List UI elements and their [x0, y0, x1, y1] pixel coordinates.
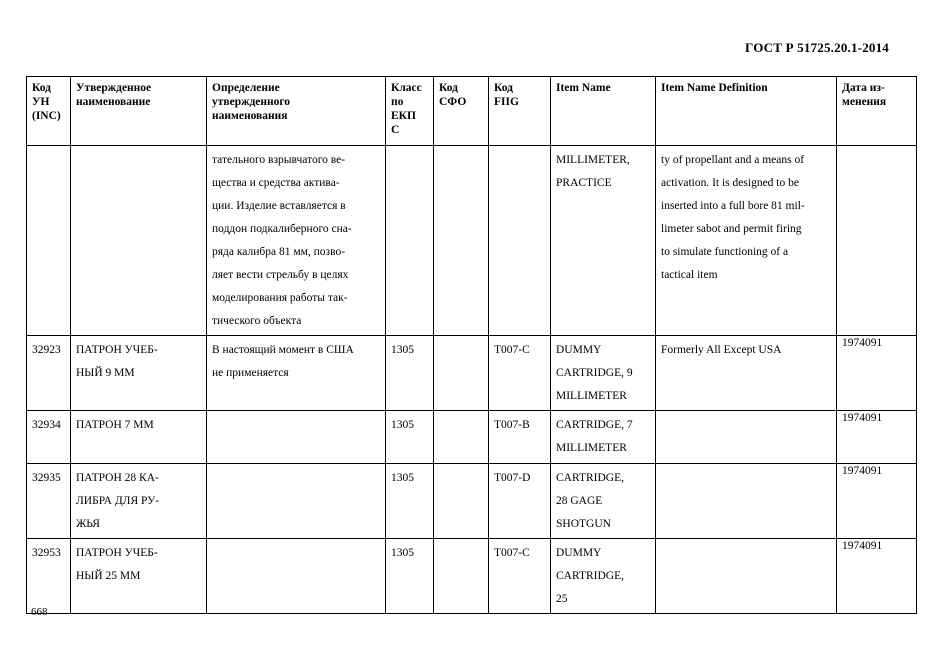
cell-sfo — [434, 336, 489, 411]
cell-sfo — [434, 146, 489, 336]
cell-code — [27, 146, 71, 336]
cell-definition — [207, 411, 386, 464]
cell-code: 32934 — [27, 411, 71, 464]
cell-date: 1974091 — [837, 336, 917, 411]
header-row — [27, 77, 917, 146]
cell-code: 32923 — [27, 336, 71, 411]
cell-item-definition — [656, 539, 837, 614]
cell-sfo — [434, 464, 489, 539]
cell-class: 1305 — [386, 539, 434, 614]
table-row — [27, 539, 917, 614]
cell-name — [71, 146, 207, 336]
cell-item-definition — [656, 411, 837, 464]
header-code: Код УН (INC) — [27, 77, 71, 146]
cell-name: ПАТРОН УЧЕБ- НЫЙ 9 ММ — [71, 336, 207, 411]
nomenclature-table — [26, 76, 917, 614]
cell-class — [386, 146, 434, 336]
cell-date: 1974091 — [837, 464, 917, 539]
header-name: Утвержденное наименование — [71, 77, 207, 146]
cell-fiig: T007-B — [489, 411, 551, 464]
table-row — [27, 411, 917, 464]
cell-sfo — [434, 539, 489, 614]
page-number: 668 — [31, 606, 48, 618]
cell-name: ПАТРОН УЧЕБ- НЫЙ 25 ММ — [71, 539, 207, 614]
cell-name: ПАТРОН 7 ММ — [71, 411, 207, 464]
table-row-continued — [27, 146, 917, 336]
cell-date — [837, 146, 917, 336]
cell-fiig: T007-C — [489, 539, 551, 614]
header-sfo: Код СФО — [434, 77, 489, 146]
cell-item-name: CARTRIDGE, 7 MILLIMETER — [551, 411, 656, 464]
cell-sfo — [434, 411, 489, 464]
cell-class: 1305 — [386, 464, 434, 539]
cell-class: 1305 — [386, 336, 434, 411]
cell-item-definition: Formerly All Except USA — [656, 336, 837, 411]
cell-definition: тательного взрывчатого ве- щества и средства актива- ции. Изделие вставляется в поддон подкалиберного сна- ряда калибра 81 мм, позво- ляет вести стрельбу в целях моделирования работы так- тического объекта — [207, 146, 386, 336]
header-definition: Определение утвержденного наименования — [207, 77, 386, 146]
cell-fiig: T007-C — [489, 336, 551, 411]
cell-item-name: MILLIMETER, PRACTICE — [551, 146, 656, 336]
cell-item-definition — [656, 464, 837, 539]
header-item-definition: Item Name Definition — [656, 77, 837, 146]
cell-code: 32953 — [27, 539, 71, 614]
cell-definition: В настоящий момент в США не применяется — [207, 336, 386, 411]
cell-item-name: CARTRIDGE, 28 GAGE SHOTGUN — [551, 464, 656, 539]
document-code: ГОСТ Р 51725.20.1-2014 — [745, 40, 889, 55]
cell-item-definition: ty of propellant and a means of activation. It is designed to be inserted into a full bore 81 mil- limeter sabot and permit firing to simulate functioning of a tactical item — [656, 146, 837, 336]
table-row — [27, 464, 917, 539]
cell-item-name: DUMMY CARTRIDGE, 9 MILLIMETER — [551, 336, 656, 411]
cell-definition — [207, 539, 386, 614]
cell-fiig — [489, 146, 551, 336]
header-item-name: Item Name — [551, 77, 656, 146]
cell-fiig: T007-D — [489, 464, 551, 539]
cell-definition — [207, 464, 386, 539]
table-row — [27, 336, 917, 411]
cell-item-name: DUMMY CARTRIDGE, 25 — [551, 539, 656, 614]
cell-name: ПАТРОН 28 КА- ЛИБРА ДЛЯ РУ- ЖЬЯ — [71, 464, 207, 539]
header-fiig: Код FIIG — [489, 77, 551, 146]
header-class: Класс по ЕКП С — [386, 77, 434, 146]
cell-date: 1974091 — [837, 539, 917, 614]
cell-code: 32935 — [27, 464, 71, 539]
cell-class: 1305 — [386, 411, 434, 464]
header-date: Дата из- менения — [837, 77, 917, 146]
cell-date: 1974091 — [837, 411, 917, 464]
